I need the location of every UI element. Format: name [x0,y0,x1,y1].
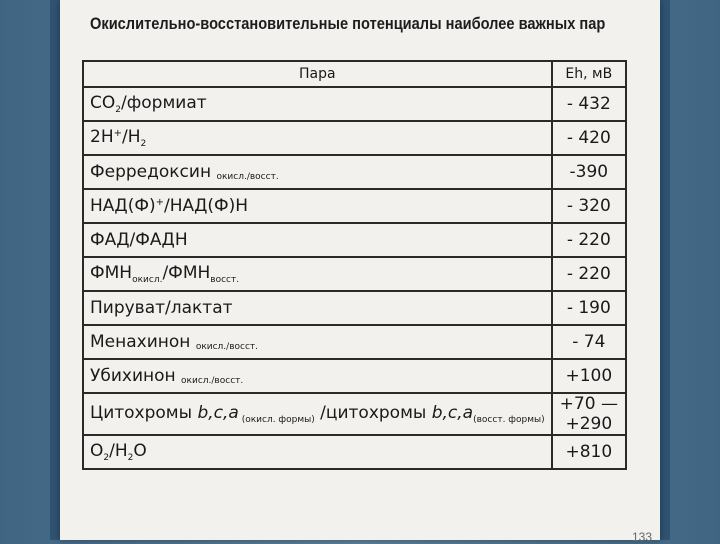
pair-text: O [133,441,147,461]
pair-text: O [90,441,104,461]
slide-border-right [660,0,670,540]
table-row [83,393,626,435]
pair-cell [83,325,552,359]
pair-cell [83,435,552,469]
pair-text: b,c,a [197,403,239,423]
header-pair: Пара [83,61,552,87]
pair-text: ФМН [90,263,133,283]
eh-cell: +70 — +290 [552,393,626,435]
pair-superscript: + [155,197,164,208]
eh-cell: -390 [552,155,626,189]
page-title: Окислительно-восстановительные потенциалы наиболее важных пар [90,14,606,33]
table-row [83,223,626,257]
eh-cell: - 420 [552,121,626,155]
pair-subscript: (окисл. формы) [238,415,315,425]
table-header-row [83,61,626,87]
pair-text: /цитохромы [314,403,432,423]
pair-cell [83,223,552,257]
table-row [83,435,626,469]
table-row [83,87,626,121]
page-number: 133 [631,530,652,544]
eh-cell: - 220 [552,257,626,291]
table-row [83,155,626,189]
pair-text: /формиат [121,93,207,113]
document-page [60,0,660,544]
pair-text: b,c,a [431,403,474,423]
pair-text: Пируват/лактат [90,298,233,318]
pair-cell [83,189,552,223]
pair-cell [83,155,552,189]
table-row [83,257,626,291]
pair-cell [83,359,552,393]
pair-text: CO [90,93,116,113]
pair-subscript: окисл./восст. [181,376,244,386]
pair-subscript: (восст. формы) [473,415,545,425]
pair-text: Убихинон [90,366,182,386]
pair-cell [83,393,552,435]
eh-cell: +100 [552,359,626,393]
eh-cell: - 432 [552,87,626,121]
pair-subscript: восст. [210,275,240,285]
pair-text: /H [109,441,128,461]
pair-text: ФАД/ФАДН [90,230,188,250]
pair-subscript: 2 [140,139,147,149]
pair-subscript: окисл. [132,275,163,285]
pair-superscript: + [113,128,122,139]
pair-text: Цитохромы [90,403,198,423]
pair-text: Менахинон [90,332,196,352]
pair-text: Ферредоксин [90,162,217,182]
pair-subscript: окисл./восст. [216,172,279,182]
pair-cell [83,291,552,325]
table-row [83,189,626,223]
slide-border-left [50,0,60,540]
pair-cell [83,121,552,155]
pair-subscript: 2 [103,453,110,463]
pair-text: 2H [90,127,114,147]
pair-text: /H [122,127,141,147]
eh-cell: +810 [552,435,626,469]
eh-cell: - 320 [552,189,626,223]
table-row [83,121,626,155]
eh-cell: - 74 [552,325,626,359]
table-row [83,359,626,393]
table-row [83,291,626,325]
pair-subscript: окисл./восст. [195,342,259,352]
pair-subscript: 2 [127,453,134,463]
pair-text: НАД(Ф) [90,196,156,216]
pair-cell [83,257,552,291]
table-row [83,325,626,359]
eh-cell: - 220 [552,223,626,257]
pair-subscript: 2 [115,105,121,115]
pair-text: /НАД(Ф)Н [163,196,249,216]
redox-potential-table [82,60,627,470]
header-eh: Eh, мВ [552,61,626,87]
pair-text: /ФМН [162,263,211,283]
pair-cell [83,87,552,121]
eh-cell: - 190 [552,291,626,325]
